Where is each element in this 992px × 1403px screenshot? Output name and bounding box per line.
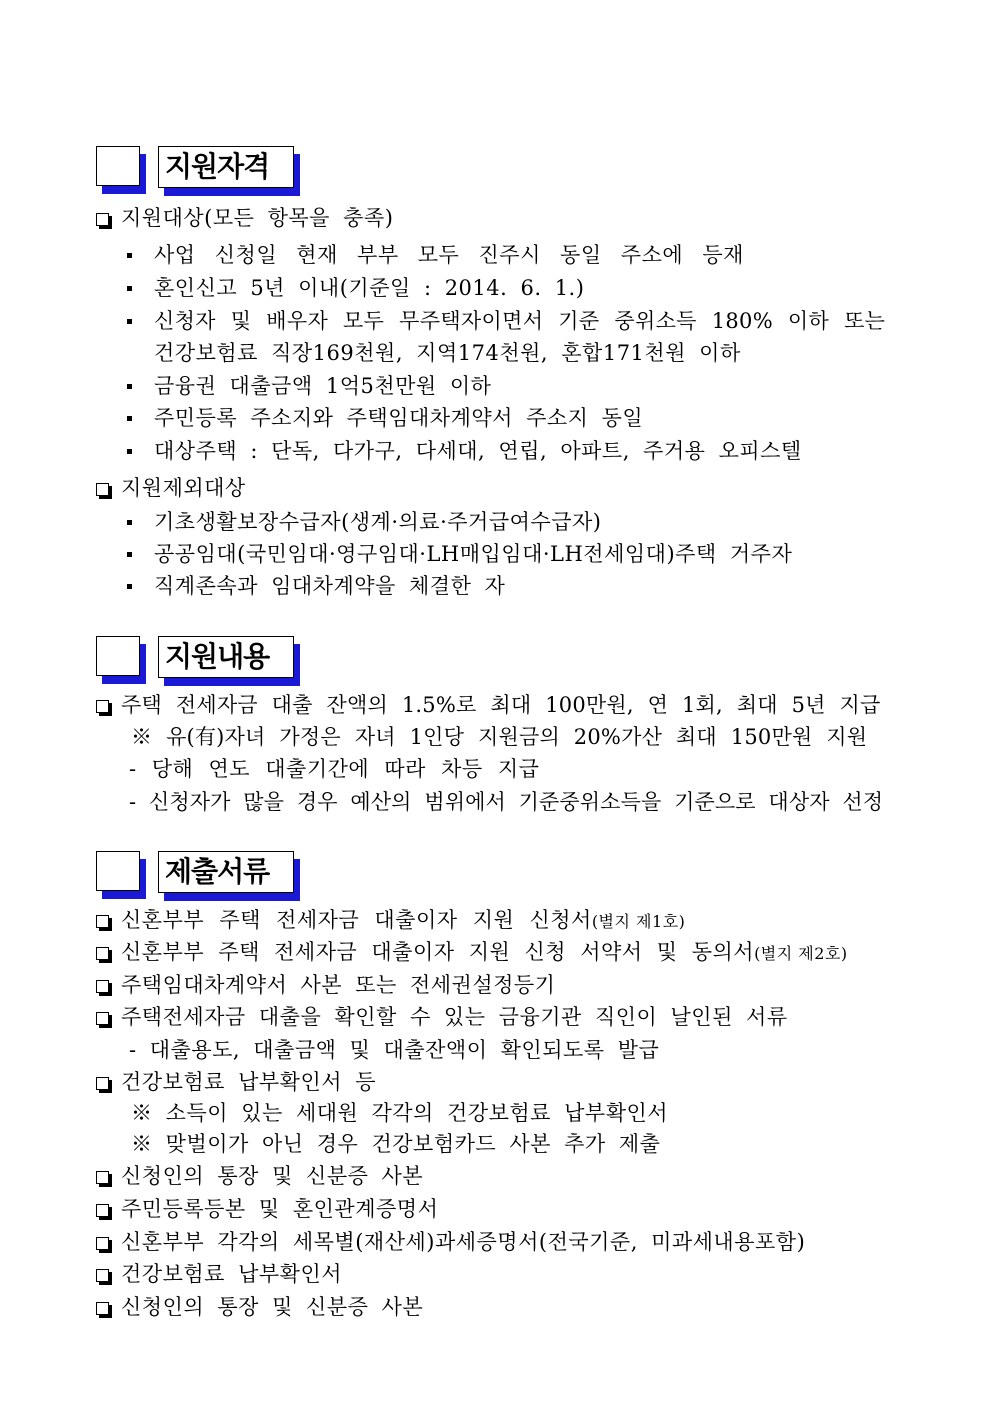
checkbox-icon	[96, 1269, 109, 1282]
list-item: 사업 신청일 현재 부부 모두 진주시 동일 주소에 등재	[127, 240, 744, 270]
list-item: 건강보험료 납부확인서 등	[96, 1067, 376, 1097]
checkbox-icon	[96, 483, 109, 496]
checkbox-icon	[96, 1237, 109, 1250]
note-item: ※ 맞벌이가 아닌 경우 건강보험카드 사본 추가 제출	[131, 1132, 661, 1156]
checkbox-icon	[96, 980, 109, 993]
list-item: 신혼부부 주택 전세자금 대출이자 지원 신청서(별지 제1호)	[96, 905, 685, 937]
section-checkbox	[96, 146, 140, 186]
list-item-continuation: 건강보험료 직장169천원, 지역174천원, 혼합171천원 이하	[154, 341, 741, 365]
list-item: 신청인의 통장 및 신분증 사본	[96, 1292, 423, 1322]
bullet-icon	[127, 520, 132, 525]
bullet-icon	[127, 552, 132, 557]
list-item: 주민등록등본 및 혼인관계증명서	[96, 1194, 438, 1224]
checkbox-icon	[96, 700, 109, 713]
list-item: 주택임대차계약서 사본 또는 전세권설정등기	[96, 970, 555, 1000]
list-item: 지원제외대상	[96, 473, 246, 503]
list-item: 공공임대(국민임대·영구임대·LH매입임대·LH전세임대)주택 거주자	[127, 539, 792, 569]
list-item: 직계존속과 임대차계약을 체결한 자	[127, 571, 505, 601]
bullet-icon	[127, 319, 132, 324]
checkbox-icon	[96, 947, 109, 960]
checkbox-icon	[96, 1077, 109, 1090]
checkbox-icon	[96, 1302, 109, 1315]
checkbox-icon	[96, 1012, 109, 1025]
section-header-documents	[96, 849, 316, 907]
list-item: 기초생활보장수급자(생계·의료·주거급여수급자)	[127, 507, 601, 537]
note-item: ※ 유(有)자녀 가정은 자녀 1인당 지원금의 20%가산 최대 150만원 지원	[131, 725, 868, 749]
section-title: 지원자격	[158, 146, 294, 188]
list-item: 혼인신고 5년 이내(기준일 : 2014. 6. 1.)	[127, 273, 584, 303]
list-item: 주택 전세자금 대출 잔액의 1.5%로 최대 100만원, 연 1회, 최대 5년 지급	[96, 690, 881, 720]
list-item: 금융권 대출금액 1억5천만원 이하	[127, 371, 491, 401]
bullet-icon	[127, 286, 132, 291]
note-item: ※ 소득이 있는 세대원 각각의 건강보험료 납부확인서	[131, 1101, 669, 1125]
list-item: 신혼부부 주택 전세자금 대출이자 지원 신청 서약서 및 동의서(별지 제2호)	[96, 937, 848, 969]
section-title: 제출서류	[158, 851, 294, 893]
list-item: 신청인의 통장 및 신분증 사본	[96, 1161, 423, 1191]
bullet-icon	[127, 253, 132, 258]
list-item: 주택전세자금 대출을 확인할 수 있는 금융기관 직인이 날인된 서류	[96, 1002, 788, 1032]
section-checkbox	[96, 851, 140, 891]
list-item: 신혼부부 각각의 세목별(재산세)과세증명서(전국기준, 미과세내용포함)	[96, 1227, 805, 1257]
dash-item: - 대출용도, 대출금액 및 대출잔액이 확인되도록 발급	[129, 1038, 660, 1062]
list-item: 대상주택 : 단독, 다가구, 다세대, 연립, 아파트, 주거용 오피스텔	[127, 436, 802, 466]
section-header-content	[96, 634, 316, 692]
bullet-icon	[127, 584, 132, 589]
bullet-icon	[127, 449, 132, 454]
list-item: 신청자 및 배우자 모두 무주택자이면서 기준 중위소득 180% 이하 또는	[127, 306, 885, 336]
checkbox-icon	[96, 1204, 109, 1217]
bullet-icon	[127, 384, 132, 389]
list-item: 건강보험료 납부확인서	[96, 1259, 342, 1289]
dash-item: - 신청자가 많을 경우 예산의 범위에서 기준중위소득을 기준으로 대상자 선정	[129, 790, 884, 814]
checkbox-icon	[96, 1171, 109, 1184]
list-item: 지원대상(모든 항목을 충족)	[96, 203, 393, 233]
section-header-qualification	[96, 144, 316, 202]
dash-item: - 당해 연도 대출기간에 따라 차등 지급	[129, 757, 540, 781]
bullet-icon	[127, 416, 132, 421]
checkbox-icon	[96, 915, 109, 928]
section-checkbox	[96, 636, 140, 676]
list-item: 주민등록 주소지와 주택임대차계약서 주소지 동일	[127, 403, 643, 433]
checkbox-icon	[96, 213, 109, 226]
section-title: 지원내용	[158, 636, 294, 678]
